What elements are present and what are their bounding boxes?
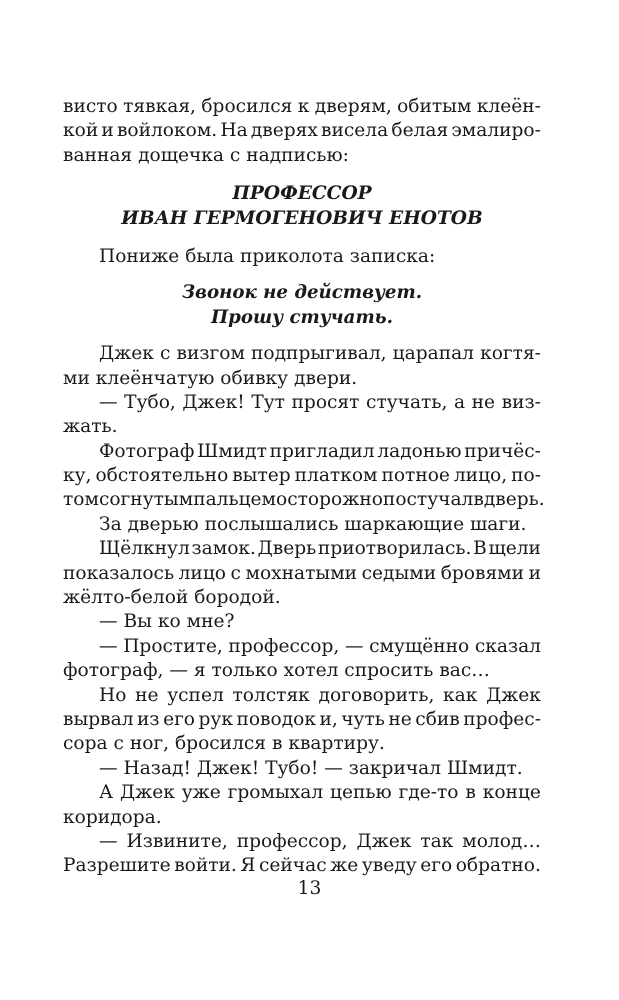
text-line: Фотограф Шмидт пригладил ладонью причёс- — [99, 440, 541, 462]
page-number: 13 — [297, 878, 322, 899]
text-line: ми клеёнчатую обивку двери. — [63, 367, 358, 389]
text-line: ку, обстоятельно вытер платком потное лицо, по- — [63, 465, 541, 487]
text-line: Разрешите войти. Я сейчас же уведу его обратно. — [63, 855, 541, 877]
text-line: — Извините, профессор, Джек так молод… — [99, 830, 541, 852]
page-text — [63, 95, 545, 879]
note-line: Прошу стучать. — [210, 306, 394, 328]
text-line: ванная дощечка с надписью: — [63, 144, 349, 166]
text-line: висто тявкая, бросился к дверям, обитым клеён- — [63, 96, 541, 117]
text-line: — Назад! Джек! Тубо! — закричал Шмидт. — [99, 757, 523, 779]
text-line: кой и войлоком. На дверях висела белая эмалиро- — [63, 120, 541, 142]
text-line: сора с ног, бросился в квартиру. — [63, 733, 385, 755]
text-line: жать. — [63, 416, 118, 438]
text-line: коридора. — [63, 806, 162, 828]
text-line: том согнутым пальцем осторожно постучал в дверь. — [63, 489, 545, 511]
text-line: — Простите, профессор, — смущённо сказал — [99, 635, 541, 657]
text-line: А Джек уже громыхал цепью где-то в конце — [99, 782, 541, 804]
text-line: Щёлкнул замок. Дверь приотворилась. В щели — [99, 538, 541, 560]
text-line: вырвал из его рук поводок и, чуть не сбив профес- — [63, 708, 541, 730]
note-line: Звонок не действует. — [181, 282, 423, 304]
text-line: — Тубо, Джек! Тут просят стучать, а не виз- — [99, 391, 541, 413]
text-line: Пониже была приколота записка: — [99, 245, 436, 267]
text-line: — Вы ко мне? — [99, 611, 235, 633]
plaque-name: ИВАН ГЕРМОГЕНОВИЧ ЕНОТОВ — [121, 207, 483, 229]
text-line: Джек с визгом подпрыгивал, царапал когтя- — [99, 343, 541, 365]
text-line: жёлто-белой бородой. — [63, 587, 281, 609]
plaque-title: ПРОФЕССОР — [232, 183, 372, 205]
text-line: показалось лицо с мохнатыми седыми бровями и — [63, 562, 541, 584]
text-line: фотограф, — я только хотел спросить вас… — [63, 660, 490, 682]
text-line: За дверью послышались шаркающие шаги. — [99, 513, 527, 535]
text-line: Но не успел толстяк договорить, как Джек — [99, 684, 541, 706]
